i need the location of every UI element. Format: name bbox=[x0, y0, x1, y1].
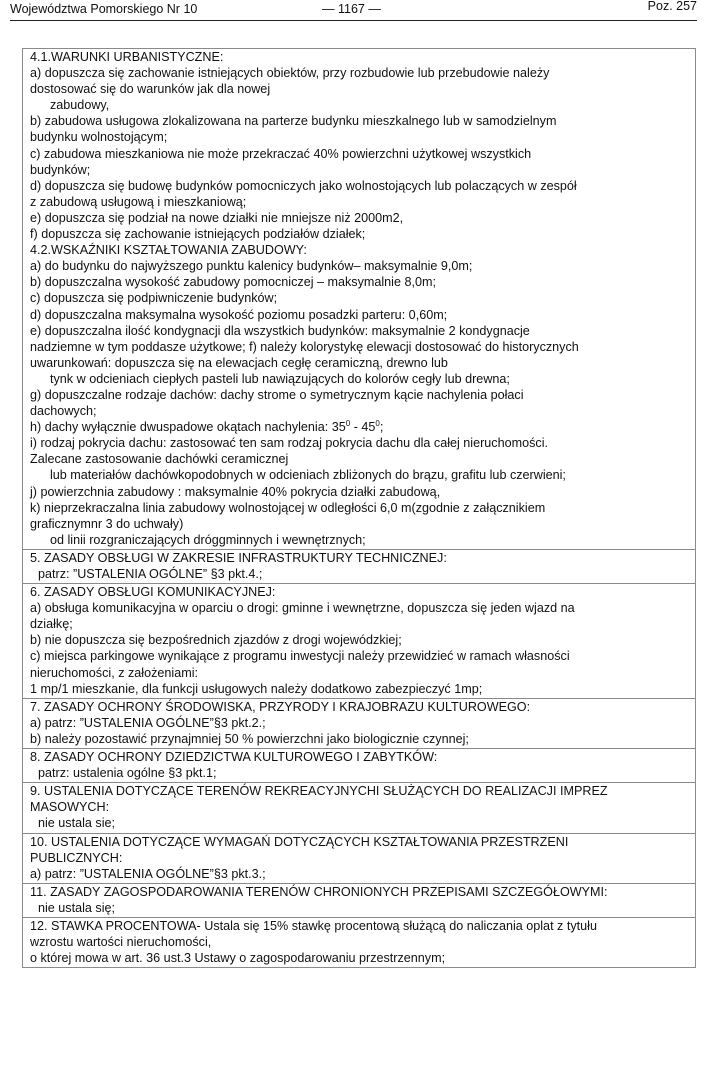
section-heading: 11. ZASADY ZAGOSPODAROWANIA TERENÓW CHRONIONYCH PRZEPISAMI SZCZEGÓŁOWYMI: bbox=[30, 884, 608, 899]
section-heading: 12. STAWKA PROCENTOWA- Ustala się 15% stawkę procentową służącą do naliczania oplat z tytułu bbox=[30, 918, 597, 933]
section-5 bbox=[23, 549, 695, 583]
text-line: b) należy pozostawić przynajmniej 50 % powierzchni jako biologicznie czynnej; bbox=[30, 731, 469, 746]
section-10 bbox=[23, 833, 695, 883]
regulations-table bbox=[22, 48, 696, 968]
text-line: nieruchomości, z założeniami: bbox=[30, 665, 198, 680]
degree-mark: 0 bbox=[345, 418, 351, 428]
roof-angle-line bbox=[30, 419, 689, 435]
text-line: a) patrz: ”USTALENIA OGÓLNE”§3 pkt.3.; bbox=[30, 866, 266, 881]
text-line: patrz: ”USTALENIA OGÓLNE” §3 pkt.4.; bbox=[38, 567, 263, 581]
text-line: 1 mp/1 mieszkanie, dla funkcji usługowych należy dodatkowo zabezpieczyć 1mp; bbox=[30, 681, 483, 696]
text-line: budynków; bbox=[30, 162, 91, 177]
text-line: 4.1.WARUNKI URBANISTYCZNE: bbox=[30, 50, 224, 64]
journal-title: Województwa Pomorskiego Nr 10 bbox=[10, 2, 198, 16]
text-fragment: - 45 bbox=[350, 420, 376, 435]
text-line: d) dopuszcza się budowę budynków pomocniczych jako wolnostojących lub polaczących w zespół bbox=[30, 178, 577, 193]
section-7 bbox=[23, 698, 695, 748]
text-line: graficznymnr 3 do uchwały) bbox=[30, 516, 184, 531]
text-line: z zabudową usługową i mieszkaniową; bbox=[30, 194, 247, 209]
text-line: wzrostu wartości nieruchomości, bbox=[30, 935, 212, 950]
text-line: e) dopuszczalna ilość kondygnacji dla wszystkich budynków: maksymalnie 2 kondygnacje bbox=[30, 323, 530, 338]
text-line: od linii rozgraniczających dróggminnych i wewnętrznych; bbox=[50, 532, 366, 547]
page-number: — 1167 — bbox=[322, 2, 381, 16]
text-line: c) miejsca parkingowe wynikające z programu inwestycji należy przewidzieć w ramach własności bbox=[30, 649, 570, 664]
text-line: j) powierzchnia zabudowy : maksymalnie 40% pokrycia działki zabudową, bbox=[30, 484, 441, 499]
text-line: e) dopuszcza się podział na nowe działki nie mniejsze niż 2000m2, bbox=[30, 210, 404, 225]
section-heading: 7. ZASADY OCHRONY ŚRODOWISKA, PRZYRODY I KRAJOBRAZU KULTUROWEGO: bbox=[30, 699, 531, 714]
section-heading: 9. USTALENIA DOTYCZĄCE TERENÓW REKREACYJNYCHI SŁUŻĄCYCH DO REALIZACJI IMPREZ bbox=[30, 784, 608, 799]
text-line: a) do budynku do najwyższego punktu kalenicy budynków– maksymalnie 9,0m; bbox=[30, 259, 473, 274]
section-12 bbox=[23, 917, 695, 967]
text-line: dachowych; bbox=[30, 404, 97, 419]
text-line: patrz: ustalenia ogólne §3 pkt.1; bbox=[38, 766, 217, 781]
subsection-heading: 4.2.WSKAŹNIKI KSZTAŁTOWANIA ZABUDOWY: bbox=[30, 243, 307, 258]
section-6 bbox=[23, 583, 695, 698]
degree-mark: 0 bbox=[375, 418, 380, 428]
text-line: b) dopuszczalna wysokość zabudowy pomocniczej – maksymalnie 8,0m; bbox=[30, 275, 436, 290]
section-heading: MASOWYCH: bbox=[30, 800, 110, 815]
text-line: k) nieprzekraczalna linia zabudowy wolnostojącej w odległości 6,0 m(zgodnie z załącznikiem bbox=[30, 500, 546, 515]
section-8 bbox=[23, 748, 695, 782]
text-line: nie ustala sie; bbox=[38, 816, 116, 831]
text-line: zabudowy, bbox=[50, 98, 110, 113]
text-line: c) zabudowa mieszkaniowa nie może przekraczać 40% powierzchni użytkowej wszystkich bbox=[30, 146, 532, 161]
text-line: i) rodzaj pokrycia dachu: zastosować ten sam rodzaj pokrycia dachu dla całej nieruchomości. bbox=[30, 436, 548, 451]
section-4 bbox=[23, 49, 695, 549]
section-heading: PUBLICZNYCH: bbox=[30, 850, 123, 865]
page-header bbox=[10, 0, 697, 21]
section-heading: 6. ZASADY OBSŁUGI KOMUNIKACYJNEJ: bbox=[30, 585, 276, 600]
text-line: Zalecane zastosowanie dachówki ceramicznej bbox=[30, 452, 289, 467]
text-line: b) zabudowa usługowa zlokalizowana na parterze budynku mieszkalnego lub w samodzielnym bbox=[30, 114, 557, 129]
text-line: b) nie dopuszcza się bezpośrednich zjazdów z drogi wojewódzkiej; bbox=[30, 633, 402, 648]
text-line: budynku wolnostojącym; bbox=[30, 130, 168, 145]
text-line: uwarunkowań: dopuszcza się na elewacjach cegłę ceramiczną, drewno lub bbox=[30, 355, 448, 370]
section-11 bbox=[23, 883, 695, 917]
text-line: dostosować się do warunków jak dla nowej bbox=[30, 82, 271, 97]
text-line: c) dopuszcza się podpiwniczenie budynków; bbox=[30, 291, 278, 306]
text-line: d) dopuszczalna maksymalna wysokość poziomu posadzki parteru: 0,60m; bbox=[30, 307, 448, 322]
text-line: działkę; bbox=[30, 617, 73, 632]
text-line: a) obsługa komunikacyjna w oparciu o drogi: gminne i wewnętrzne, dopuszcza się jeden wjazd na bbox=[30, 601, 575, 616]
text-line: lub materiałów dachówkopodobnych w odcieniach zbliżonych do brązu, grafitu lub czerwieni; bbox=[50, 468, 566, 483]
text-line: o której mowa w art. 36 ust.3 Ustawy o zagospodarowaniu przestrzennym; bbox=[30, 951, 446, 966]
text-line: nie ustala się; bbox=[38, 900, 116, 915]
section-heading: 8. ZASADY OCHRONY DZIEDZICTWA KULTUROWEGO I ZABYTKÓW: bbox=[30, 750, 438, 765]
text-line: f) dopuszcza się zachowanie istniejących podziałów działek; bbox=[30, 227, 366, 242]
text-line: a) dopuszcza się zachowanie istniejących obiektów, przy rozbudowie lub przebudowie należy bbox=[30, 66, 550, 81]
text-line: tynk w odcieniach ciepłych pasteli lub nawiązujących do kolorów cegły lub drewna; bbox=[50, 371, 510, 386]
section-9 bbox=[23, 782, 695, 832]
section-heading: 5. ZASADY OBSŁUGI W ZAKRESIE INFRASTRUKTURY TECHNICZNEJ: bbox=[30, 550, 447, 565]
text-fragment: ; bbox=[379, 420, 384, 435]
text-line: nadziemne w tym poddasze użytkowe; f) należy kolorystykę elewacji dostosować do historycznych bbox=[30, 339, 579, 354]
section-heading: 10. USTALENIA DOTYCZĄCE WYMAGAŃ DOTYCZĄCYCH KSZTAŁTOWANIA PRZESTRZENI bbox=[30, 834, 569, 849]
text-line: g) dopuszczalne rodzaje dachów: dachy strome o symetrycznym kącie nachylenia połaci bbox=[30, 387, 524, 402]
text-line: a) patrz: ”USTALENIA OGÓLNE”§3 pkt.2.; bbox=[30, 715, 266, 730]
text-fragment: h) dachy wyłącznie dwuspadowe okątach nachylenia: 35 bbox=[30, 420, 346, 435]
position-number: Poz. 257 bbox=[647, 0, 697, 13]
